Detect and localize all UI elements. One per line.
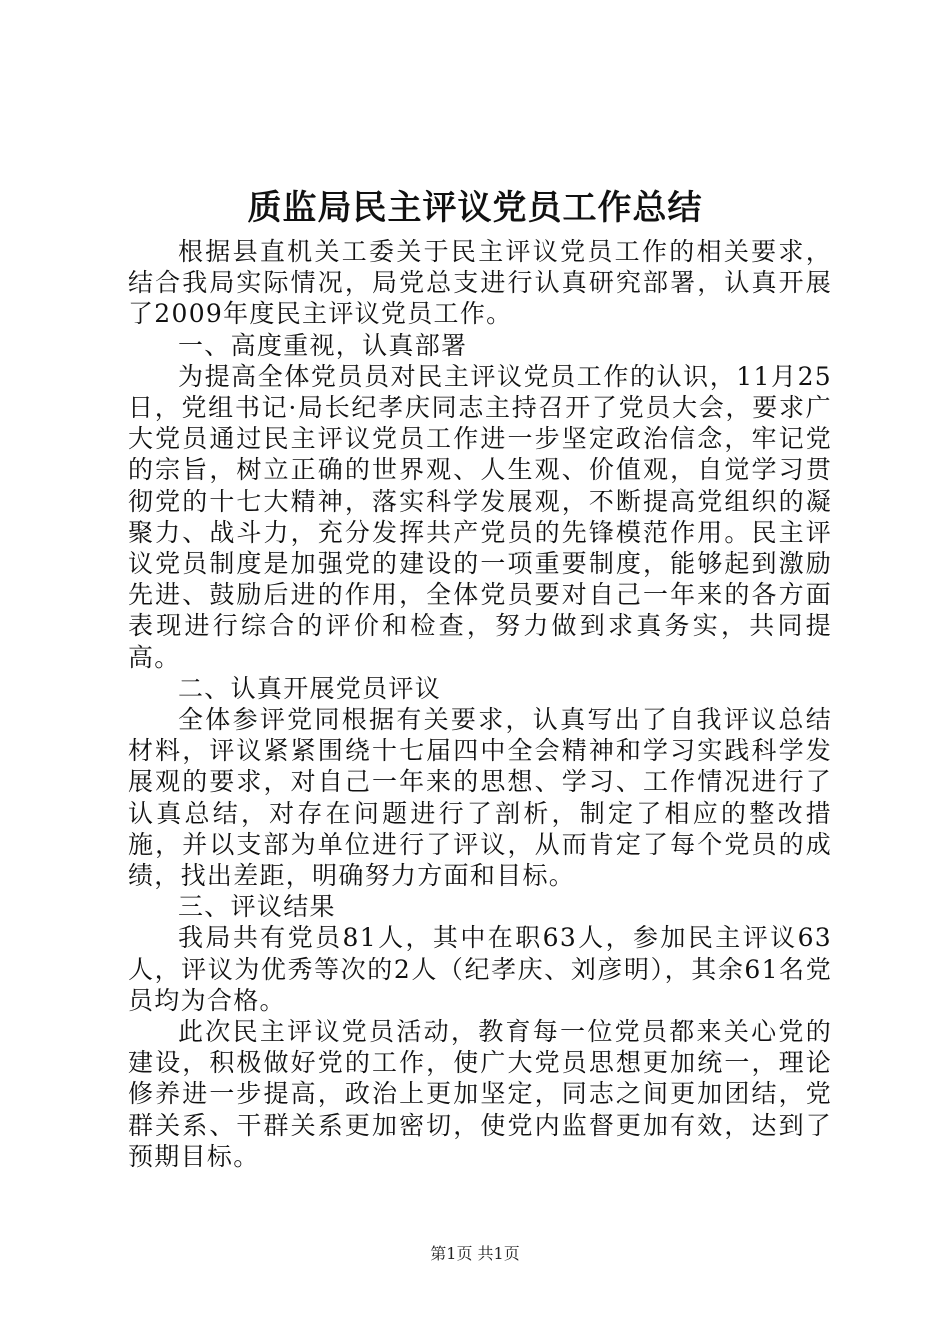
intro-paragraph: 根据县直机关工委关于民主评议党员工作的相关要求，结合我局实际情况，局党总支进行认真研究部署，认真开展了2009年度民主评议党员工作。: [128, 237, 832, 329]
section-paragraph-1: 为提高全体党员员对民主评议党员工作的认识，11月25日，党组书记·局长纪孝庆同志主持召开了党员大会，要求广大党员通过民主评议党员工作进一步坚定政治信念，牢记党的宗旨，树立正确的世界观、人生观、价值观，自觉学习贯彻党的十七大精神，落实科学发展观，不断提高党组织的凝聚力、战斗力，充分发挥共产党员的先锋模范作用。民主评议党员制度是加强党的建设的一项重要制度，能够起到激励先进、鼓励后进的作用，全体党员要对自己一年来的各方面表现进行综合的评价和检查，努力做到求真务实，共同提高。: [128, 361, 832, 672]
section-heading-3: 三、评议结果: [178, 892, 336, 922]
section-paragraph-2: 全体参评党同根据有关要求，认真写出了自我评议总结材料，评议紧紧围绕十七届四中全会精神和学习实践科学发展观的要求，对自己一年来的思想、学习、工作情况进行了认真总结，对存在问题进行了剖析，制定了相应的整改措施，并以支部为单位进行了评议，从而肯定了每个党员的成绩，找出差距，明确努力方面和目标。: [128, 705, 832, 891]
section-heading-1: 一、高度重视，认真部署: [178, 330, 468, 360]
section-heading-2: 二、认真开展党员评议: [178, 673, 442, 703]
page-number-footer: 第1页 共1页: [430, 1244, 520, 1263]
section-paragraph-3: 我局共有党员81人，其中在职63人，参加民主评议63人，评议为优秀等次的2人（纪孝庆、刘彦明），其余61名党员均为合格。: [128, 923, 832, 1015]
document-title: 质监局民主评议党员工作总结: [247, 188, 703, 228]
document-body: [128, 236, 832, 1172]
closing-paragraph: 此次民主评议党员活动，教育每一位党员都来关心党的建设，积极做好党的工作，使广大党员思想更加统一，理论修养进一步提高，政治上更加坚定，同志之间更加团结，党群关系、干群关系更加密切，使党内监督更加有效，达到了预期目标。: [128, 1017, 832, 1171]
